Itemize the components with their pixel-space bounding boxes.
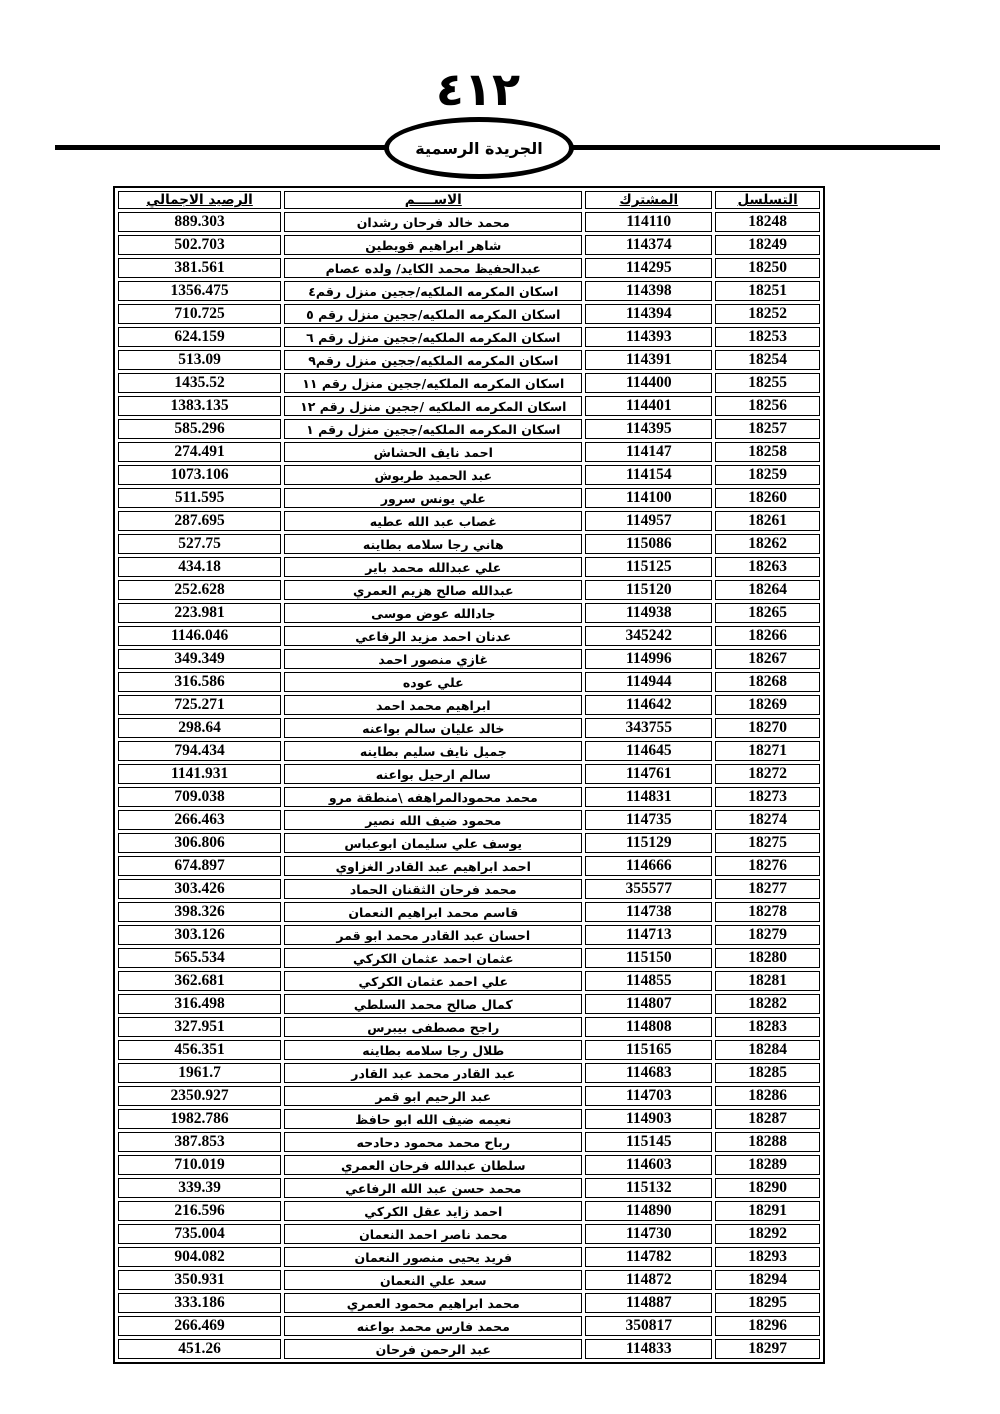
subscriber-cell: 115125 [585, 557, 712, 577]
table-row [118, 511, 820, 531]
name-cell: محمد فارس محمد بواعنه [284, 1316, 582, 1336]
balance-cell: 456.351 [118, 1040, 281, 1060]
name-cell: محمد فرحان الثقنان الحماد [284, 879, 582, 899]
name-cell: احمد زايد عقل الكركي [284, 1201, 582, 1221]
serial-cell: 18291 [715, 1201, 820, 1221]
table-row [118, 1316, 820, 1336]
serial-cell: 18290 [715, 1178, 820, 1198]
name-cell: احسان عبد القادر محمد ابو قمر [284, 925, 582, 945]
serial-cell: 18288 [715, 1132, 820, 1152]
balance-cell: 350.931 [118, 1270, 281, 1290]
name-cell: يوسف علي سليمان ابوعباس [284, 833, 582, 853]
table-row [118, 1201, 820, 1221]
table-row [118, 1017, 820, 1037]
serial-cell: 18279 [715, 925, 820, 945]
serial-cell: 18280 [715, 948, 820, 968]
name-cell: محمد محمودالمراهفه \منطقة مرو [284, 787, 582, 807]
serial-cell: 18267 [715, 649, 820, 669]
serial-cell: 18261 [715, 511, 820, 531]
page-number: ٤١٢ [435, 62, 521, 116]
table-row [118, 1132, 820, 1152]
balance-cell: 1146.046 [118, 626, 281, 646]
balance-cell: 303.126 [118, 925, 281, 945]
name-cell: اسكان المكرمه الملكيه/ججين منزل رقم ٦ [284, 327, 582, 347]
balance-cell: 565.534 [118, 948, 281, 968]
table-row [118, 1040, 820, 1060]
name-cell: شاهر ابراهيم قويطين [284, 235, 582, 255]
balance-cell: 339.39 [118, 1178, 281, 1198]
table-row [118, 304, 820, 324]
name-cell: عثمان احمد عثمان الكركي [284, 948, 582, 968]
table-row [118, 1086, 820, 1106]
table-row [118, 879, 820, 899]
table-row [118, 833, 820, 853]
balance-cell: 904.082 [118, 1247, 281, 1267]
table-row [118, 465, 820, 485]
serial-cell: 18295 [715, 1293, 820, 1313]
table-row [118, 1293, 820, 1313]
table-row [118, 396, 820, 416]
serial-cell: 18296 [715, 1316, 820, 1336]
name-cell: علي احمد عثمان الكركي [284, 971, 582, 991]
subscriber-cell: 114738 [585, 902, 712, 922]
ledger-table-body [118, 212, 820, 1359]
name-cell: احمد ابراهيم عبد القادر الغزاوي [284, 856, 582, 876]
table-row [118, 672, 820, 692]
name-cell: هاني رجا سلامه بطاينه [284, 534, 582, 554]
table-row [118, 442, 820, 462]
balance-cell: 327.951 [118, 1017, 281, 1037]
name-cell: عبد الرحيم ابو قمر [284, 1086, 582, 1106]
subscriber-cell: 114683 [585, 1063, 712, 1083]
serial-cell: 18260 [715, 488, 820, 508]
balance-cell: 502.703 [118, 235, 281, 255]
table-row [118, 281, 820, 301]
subscriber-cell: 114154 [585, 465, 712, 485]
table-row [118, 1178, 820, 1198]
table-row [118, 488, 820, 508]
serial-cell: 18253 [715, 327, 820, 347]
name-cell: سلطان عبدالله فرحان العمري [284, 1155, 582, 1175]
subscriber-cell: 114957 [585, 511, 712, 531]
name-cell: قاسم محمد ابراهيم النعمان [284, 902, 582, 922]
subscriber-cell: 114735 [585, 810, 712, 830]
serial-cell: 18251 [715, 281, 820, 301]
balance-cell: 252.628 [118, 580, 281, 600]
serial-cell: 18286 [715, 1086, 820, 1106]
subscriber-cell: 114400 [585, 373, 712, 393]
name-cell: غازي منصور احمد [284, 649, 582, 669]
subscriber-cell: 114938 [585, 603, 712, 623]
name-cell: جميل نايف سليم بطاينه [284, 741, 582, 761]
balance-cell: 266.463 [118, 810, 281, 830]
name-cell: علي عبدالله محمد باير [284, 557, 582, 577]
serial-cell: 18283 [715, 1017, 820, 1037]
name-cell: عبدالله صالح هزيم العمري [284, 580, 582, 600]
table-row [118, 580, 820, 600]
balance-cell: 735.004 [118, 1224, 281, 1244]
subscriber-cell: 114808 [585, 1017, 712, 1037]
name-cell: اسكان المكرمه الملكيه/ججين منزل رقم ١ [284, 419, 582, 439]
balance-cell: 710.019 [118, 1155, 281, 1175]
subscriber-cell: 114603 [585, 1155, 712, 1175]
serial-cell: 18297 [715, 1339, 820, 1359]
subscriber-cell: 115132 [585, 1178, 712, 1198]
name-cell: راجح مصطفى بيبرس [284, 1017, 582, 1037]
serial-cell: 18248 [715, 212, 820, 232]
balance-cell: 349.349 [118, 649, 281, 669]
serial-cell: 18250 [715, 258, 820, 278]
subscriber-cell: 114110 [585, 212, 712, 232]
name-cell: فريد يحيى منصور النعمان [284, 1247, 582, 1267]
name-cell: غصاب عبد الله عطيه [284, 511, 582, 531]
name-cell: عبدالحفيظ محمد الكايد/ ولده عصام [284, 258, 582, 278]
balance-cell: 216.596 [118, 1201, 281, 1221]
balance-cell: 1073.106 [118, 465, 281, 485]
table-row [118, 350, 820, 370]
subscriber-cell: 115145 [585, 1132, 712, 1152]
subscriber-cell: 345242 [585, 626, 712, 646]
subscriber-cell: 114645 [585, 741, 712, 761]
serial-cell: 18275 [715, 833, 820, 853]
table-row [118, 810, 820, 830]
name-cell: سعد علي النعمان [284, 1270, 582, 1290]
balance-cell: 2350.927 [118, 1086, 281, 1106]
subscriber-cell: 114666 [585, 856, 712, 876]
table-row [118, 603, 820, 623]
subscriber-cell: 114100 [585, 488, 712, 508]
name-cell: محمد حسن عبد الله الرفاعي [284, 1178, 582, 1198]
name-cell: خالد عليان سالم بواعنه [284, 718, 582, 738]
table-row [118, 534, 820, 554]
name-cell: سالم ارحيل بواعنه [284, 764, 582, 784]
balance-cell: 1141.931 [118, 764, 281, 784]
table-row [118, 373, 820, 393]
balance-cell: 1982.786 [118, 1109, 281, 1129]
serial-cell: 18262 [715, 534, 820, 554]
serial-cell: 18263 [715, 557, 820, 577]
subscriber-cell: 114831 [585, 787, 712, 807]
subscriber-cell: 114398 [585, 281, 712, 301]
balance-cell: 316.586 [118, 672, 281, 692]
serial-cell: 18294 [715, 1270, 820, 1290]
balance-cell: 306.806 [118, 833, 281, 853]
balance-cell: 398.326 [118, 902, 281, 922]
serial-cell: 18256 [715, 396, 820, 416]
serial-cell: 18281 [715, 971, 820, 991]
name-cell: احمد نايف الحشاش [284, 442, 582, 462]
balance-cell: 223.981 [118, 603, 281, 623]
balance-cell: 709.038 [118, 787, 281, 807]
name-cell: علي عوده [284, 672, 582, 692]
serial-cell: 18289 [715, 1155, 820, 1175]
balance-cell: 624.159 [118, 327, 281, 347]
name-cell: محمد ابراهيم محمود العمري [284, 1293, 582, 1313]
serial-cell: 18277 [715, 879, 820, 899]
serial-cell: 18293 [715, 1247, 820, 1267]
serial-cell: 18271 [715, 741, 820, 761]
balance-column-header: الرصيد الاجمالي [118, 191, 281, 209]
balance-cell: 527.75 [118, 534, 281, 554]
subscriber-cell: 114401 [585, 396, 712, 416]
name-cell: رباح محمد محمود دحادحه [284, 1132, 582, 1152]
subscriber-cell: 355577 [585, 879, 712, 899]
name-cell: عبد الحميد طربوش [284, 465, 582, 485]
subscriber-cell: 114903 [585, 1109, 712, 1129]
balance-cell: 362.681 [118, 971, 281, 991]
balance-cell: 1961.7 [118, 1063, 281, 1083]
table-row [118, 1155, 820, 1175]
table-row [118, 1339, 820, 1359]
table-row [118, 718, 820, 738]
balance-cell: 333.186 [118, 1293, 281, 1313]
subscriber-cell: 114395 [585, 419, 712, 439]
table-row [118, 1063, 820, 1083]
table-row [118, 925, 820, 945]
name-cell: جادالله عوض موسى [284, 603, 582, 623]
name-cell: اسكان المكرمه الملكيه /ججين منزل رقم ١٢ [284, 396, 582, 416]
serial-cell: 18255 [715, 373, 820, 393]
balance-cell: 794.434 [118, 741, 281, 761]
balance-cell: 274.491 [118, 442, 281, 462]
serial-cell: 18258 [715, 442, 820, 462]
balance-cell: 710.725 [118, 304, 281, 324]
table-row [118, 856, 820, 876]
name-cell: علي يونس سرور [284, 488, 582, 508]
balance-cell: 387.853 [118, 1132, 281, 1152]
ledger-table-container [113, 186, 825, 1364]
subscriber-cell: 350817 [585, 1316, 712, 1336]
balance-cell: 511.595 [118, 488, 281, 508]
table-row [118, 1270, 820, 1290]
serial-cell: 18284 [715, 1040, 820, 1060]
table-row [118, 212, 820, 232]
name-cell: محمد ناصر احمد النعمان [284, 1224, 582, 1244]
balance-cell: 1356.475 [118, 281, 281, 301]
serial-cell: 18265 [715, 603, 820, 623]
serial-cell: 18276 [715, 856, 820, 876]
table-row [118, 626, 820, 646]
table-row [118, 695, 820, 715]
table-row [118, 994, 820, 1014]
serial-column-header: التسلسل [715, 191, 820, 209]
serial-cell: 18272 [715, 764, 820, 784]
name-column-header: الاســــم [284, 191, 582, 209]
serial-cell: 18282 [715, 994, 820, 1014]
subscriber-cell: 114996 [585, 649, 712, 669]
subscriber-cell: 114807 [585, 994, 712, 1014]
gazette-banner-ellipse [384, 117, 574, 179]
subscriber-cell: 114855 [585, 971, 712, 991]
name-cell: اسكان المكرمه الملكيه/ججين منزل رقم ٥ [284, 304, 582, 324]
table-row [118, 948, 820, 968]
serial-cell: 18268 [715, 672, 820, 692]
serial-cell: 18274 [715, 810, 820, 830]
serial-cell: 18257 [715, 419, 820, 439]
subscriber-cell: 114374 [585, 235, 712, 255]
balance-cell: 303.426 [118, 879, 281, 899]
name-cell: اسكان المكرمه الملكيه/ججين منزل رقم٩ [284, 350, 582, 370]
name-cell: عبد الرحمن فرحان [284, 1339, 582, 1359]
serial-cell: 18252 [715, 304, 820, 324]
serial-cell: 18269 [715, 695, 820, 715]
name-cell: طلال رجا سلامه بطاينه [284, 1040, 582, 1060]
subscriber-cell: 115129 [585, 833, 712, 853]
table-row [118, 327, 820, 347]
balance-cell: 585.296 [118, 419, 281, 439]
balance-cell: 674.897 [118, 856, 281, 876]
serial-cell: 18273 [715, 787, 820, 807]
serial-cell: 18292 [715, 1224, 820, 1244]
balance-cell: 381.561 [118, 258, 281, 278]
table-header-row [118, 191, 820, 209]
name-cell: عدنان احمد مزيد الرفاعي [284, 626, 582, 646]
subscriber-cell: 114147 [585, 442, 712, 462]
name-cell: اسكان المكرمه الملكيه/ججين منزل رقم ١١ [284, 373, 582, 393]
table-row [118, 971, 820, 991]
table-row [118, 787, 820, 807]
subscriber-cell: 114872 [585, 1270, 712, 1290]
serial-cell: 18264 [715, 580, 820, 600]
table-row [118, 1109, 820, 1129]
subscriber-cell: 114295 [585, 258, 712, 278]
name-cell: محمود ضيف الله نصير [284, 810, 582, 830]
subscriber-cell: 114394 [585, 304, 712, 324]
subscriber-cell: 114730 [585, 1224, 712, 1244]
subscriber-cell: 114761 [585, 764, 712, 784]
subscriber-cell: 114887 [585, 1293, 712, 1313]
table-row [118, 741, 820, 761]
table-row [118, 235, 820, 255]
balance-cell: 316.498 [118, 994, 281, 1014]
table-row [118, 258, 820, 278]
subscriber-cell: 115150 [585, 948, 712, 968]
table-row [118, 1247, 820, 1267]
balance-cell: 889.303 [118, 212, 281, 232]
table-row [118, 1224, 820, 1244]
name-cell: كمال صالح محمد السلطي [284, 994, 582, 1014]
table-row [118, 902, 820, 922]
balance-cell: 513.09 [118, 350, 281, 370]
subscriber-cell: 114782 [585, 1247, 712, 1267]
subscriber-cell: 114944 [585, 672, 712, 692]
subscriber-cell: 114391 [585, 350, 712, 370]
balance-cell: 1383.135 [118, 396, 281, 416]
balance-cell: 1435.52 [118, 373, 281, 393]
table-row [118, 419, 820, 439]
gazette-title: الجريدة الرسمية [415, 138, 543, 158]
subscriber-cell: 115086 [585, 534, 712, 554]
balance-cell: 266.469 [118, 1316, 281, 1336]
serial-cell: 18278 [715, 902, 820, 922]
subscriber-cell: 114833 [585, 1339, 712, 1359]
name-cell: اسكان المكرمه الملكيه/ججين منزل رقم٤ [284, 281, 582, 301]
subscriber-cell: 114393 [585, 327, 712, 347]
serial-cell: 18254 [715, 350, 820, 370]
subscriber-cell: 115165 [585, 1040, 712, 1060]
serial-cell: 18285 [715, 1063, 820, 1083]
balance-cell: 434.18 [118, 557, 281, 577]
subscriber-cell: 115120 [585, 580, 712, 600]
table-row [118, 557, 820, 577]
serial-cell: 18249 [715, 235, 820, 255]
name-cell: عبد القادر محمد عبد القادر [284, 1063, 582, 1083]
name-cell: محمد خالد فرحان رشدان [284, 212, 582, 232]
subscriber-cell: 114703 [585, 1086, 712, 1106]
table-row [118, 649, 820, 669]
balance-cell: 287.695 [118, 511, 281, 531]
serial-cell: 18259 [715, 465, 820, 485]
subscriber-cell: 343755 [585, 718, 712, 738]
name-cell: نعيمه ضيف الله ابو حافظ [284, 1109, 582, 1129]
ledger-table [113, 186, 825, 1364]
balance-cell: 451.26 [118, 1339, 281, 1359]
table-row [118, 764, 820, 784]
balance-cell: 298.64 [118, 718, 281, 738]
subscriber-column-header: المشترك [585, 191, 712, 209]
serial-cell: 18266 [715, 626, 820, 646]
balance-cell: 725.271 [118, 695, 281, 715]
serial-cell: 18287 [715, 1109, 820, 1129]
subscriber-cell: 114890 [585, 1201, 712, 1221]
name-cell: ابراهيم محمد احمد [284, 695, 582, 715]
subscriber-cell: 114713 [585, 925, 712, 945]
subscriber-cell: 114642 [585, 695, 712, 715]
serial-cell: 18270 [715, 718, 820, 738]
